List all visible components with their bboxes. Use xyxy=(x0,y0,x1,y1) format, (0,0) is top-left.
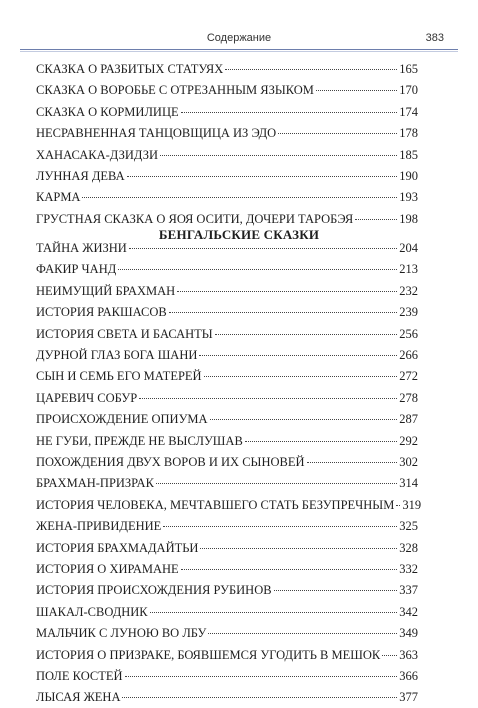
toc-entry-title: СКАЗКА О РАЗБИТЫХ СТАТУЯХ xyxy=(36,62,224,76)
dot-leader xyxy=(204,376,398,377)
toc-entry-title: ЛЫСАЯ ЖЕНА xyxy=(36,690,121,705)
toc-entry-page: 287 xyxy=(399,412,418,427)
toc-entry-title: ГРУСТНАЯ СКАЗКА О ЯОЯ ОСИТИ, ДОЧЕРИ ТАРОБЭЯ xyxy=(36,211,354,226)
toc-entry-page: 314 xyxy=(399,476,418,491)
toc-entry-page: 319 xyxy=(402,497,422,512)
dot-leader xyxy=(199,355,397,356)
toc-entry xyxy=(36,327,418,345)
toc-entry-page: 174 xyxy=(399,104,418,119)
toc-entry xyxy=(36,369,418,387)
dot-leader xyxy=(181,112,398,113)
toc-entry-title: НЕСРАВНЕННАЯ ТАНЦОВЩИЦА ИЗ ЭДО xyxy=(36,126,277,141)
toc-entry-title: СКАЗКА О КОРМИЛИЦЕ xyxy=(36,104,179,119)
toc-entry-title: СЫН И СЕМЬ ЕГО МАТЕРЕЙ xyxy=(36,369,202,384)
toc-entry xyxy=(36,126,418,144)
dot-leader xyxy=(139,398,397,399)
toc-entry-page: 193 xyxy=(399,190,418,205)
dot-leader xyxy=(225,69,397,70)
toc-entry xyxy=(36,605,418,623)
dot-leader xyxy=(355,219,397,220)
toc-entry-page: 266 xyxy=(399,348,418,362)
dot-leader xyxy=(127,176,398,177)
page-number: 383 xyxy=(425,32,444,44)
toc-entry xyxy=(36,497,422,516)
toc-entry xyxy=(36,212,418,230)
toc-entry-page: 232 xyxy=(399,283,418,298)
toc-entry-title: ПРОИСХОЖДЕНИЕ ОПИУМА xyxy=(36,412,208,427)
toc-entry-page: 272 xyxy=(399,369,418,384)
toc-entry xyxy=(36,434,418,452)
toc-entry-page: 165 xyxy=(399,62,418,76)
toc-entry xyxy=(36,148,418,166)
toc-entry xyxy=(36,241,418,259)
toc-entry-title: ШАКАЛ-СВОДНИК xyxy=(36,604,148,619)
toc-entry-title: ИСТОРИЯ О ХИРАМАНЕ xyxy=(36,562,179,576)
dot-leader xyxy=(278,133,397,134)
toc-entry-title: ИСТОРИЯ РАКШАСОВ xyxy=(36,305,167,320)
dot-leader xyxy=(129,248,397,249)
toc-entry-page: 170 xyxy=(399,83,418,98)
dot-leader xyxy=(245,441,397,442)
toc-entry-title: ПОХОЖДЕНИЯ ДВУХ ВОРОВ И ИХ СЫНОВЕЙ xyxy=(36,455,305,469)
toc-entry-page: 363 xyxy=(399,647,418,662)
dot-leader xyxy=(208,633,397,634)
toc-entry xyxy=(36,669,418,687)
toc-entry-title: ФАКИР ЧАНД xyxy=(36,262,117,277)
toc-entry-page: 292 xyxy=(399,433,418,448)
toc-entry-title: ХАНАСАКА-ДЗИДЗИ xyxy=(36,147,159,162)
toc-entry-title: ИСТОРИЯ О ПРИЗРАКЕ, БОЯВШЕМСЯ УГОДИТЬ В МЕШОК xyxy=(36,647,381,662)
dot-leader xyxy=(274,590,398,591)
header-rule xyxy=(20,49,458,50)
section-heading: БЕНГАЛЬСКИЕ СКАЗКИ xyxy=(158,227,320,242)
toc-entry xyxy=(36,562,418,580)
toc-entry-title: ЖЕНА-ПРИВИДЕНИЕ xyxy=(36,519,162,534)
toc-entry-title: БРАХМАН-ПРИЗРАК xyxy=(36,476,154,491)
toc-entry xyxy=(36,690,418,708)
dot-leader xyxy=(125,676,398,677)
toc-entry-title: СКАЗКА О ВОРОБЬЕ С ОТРЕЗАННЫМ ЯЗЫКОМ xyxy=(36,83,314,98)
toc-entry xyxy=(36,83,418,101)
dot-leader xyxy=(382,655,397,656)
toc-entry-title: ДУРНОЙ ГЛАЗ БОГА ШАНИ xyxy=(36,348,198,362)
toc-entry-page: 278 xyxy=(399,390,418,405)
toc-entry xyxy=(36,262,418,280)
toc-entry-title: НЕИМУЩИЙ БРАХМАН xyxy=(36,283,176,298)
dot-leader xyxy=(150,612,398,613)
toc-entry xyxy=(36,305,418,323)
toc-entry xyxy=(36,348,418,366)
dot-leader xyxy=(160,155,397,156)
toc-entry-title: ИСТОРИЯ БРАХМАДАЙТЬИ xyxy=(36,540,199,555)
dot-leader xyxy=(200,548,397,549)
dot-leader xyxy=(118,269,397,270)
toc-entry-title: ТАЙНА ЖИЗНИ xyxy=(36,241,127,255)
dot-leader xyxy=(316,90,397,91)
toc-entry-title: ИСТОРИЯ ЧЕЛОВЕКА, МЕЧТАВШЕГО СТАТЬ БЕЗУПРЕЧНЫМ xyxy=(36,497,395,512)
toc-entry xyxy=(36,519,418,537)
toc-entry xyxy=(36,626,418,644)
toc-entry-page: 302 xyxy=(399,455,418,469)
toc-entry-page: 198 xyxy=(399,211,418,226)
dot-leader xyxy=(122,697,397,698)
toc-entry xyxy=(36,284,418,302)
toc-entry xyxy=(36,648,418,666)
toc-entry-title: ИСТОРИЯ ПРОИСХОЖДЕНИЯ РУБИНОВ xyxy=(36,583,272,598)
toc-entry-title: ЦАРЕВИЧ СОБУР xyxy=(36,390,138,405)
toc-entry xyxy=(36,190,418,208)
toc-entry xyxy=(36,105,418,123)
dot-leader xyxy=(181,569,398,570)
toc-entry-page: 185 xyxy=(399,147,418,162)
toc-entry xyxy=(36,169,418,187)
toc-entry xyxy=(36,541,418,559)
toc-entry-title: ИСТОРИЯ СВЕТА И БАСАНТЫ xyxy=(36,326,213,341)
toc-entry-page: 332 xyxy=(399,562,418,576)
toc-entry-title: КАРМА xyxy=(36,190,81,205)
toc-entry-page: 349 xyxy=(399,626,418,641)
toc-entry-title: ЛУННАЯ ДЕВА xyxy=(36,169,125,183)
toc-entry xyxy=(36,391,418,409)
toc-entry-title: МАЛЬЧИК С ЛУНОЮ ВО ЛБУ xyxy=(36,626,207,641)
page-header xyxy=(20,30,458,48)
toc-entry-title: НЕ ГУБИ, ПРЕЖДЕ НЕ ВЫСЛУШАВ xyxy=(36,433,243,448)
toc-entry-page: 337 xyxy=(399,583,418,598)
toc-entry xyxy=(36,62,418,80)
running-title: Содержание xyxy=(206,32,272,44)
toc-entry xyxy=(36,455,418,473)
dot-leader xyxy=(307,462,398,463)
toc-entry-page: 256 xyxy=(399,326,418,341)
dot-leader xyxy=(215,334,398,335)
toc-entry xyxy=(36,583,418,601)
toc-entry-page: 377 xyxy=(399,690,418,705)
toc-entry-title: ПОЛЕ КОСТЕЙ xyxy=(36,669,123,683)
toc-entry-page: 325 xyxy=(399,519,418,534)
toc-entry xyxy=(36,476,418,494)
dot-leader xyxy=(82,197,397,198)
toc-entry-page: 204 xyxy=(399,241,418,255)
dot-leader xyxy=(169,312,398,313)
toc-entry-page: 328 xyxy=(399,540,418,555)
header-rule-secondary xyxy=(20,51,458,52)
toc-entry xyxy=(36,412,418,430)
dot-leader xyxy=(210,419,398,420)
dot-leader xyxy=(163,526,397,527)
toc-entry-page: 239 xyxy=(399,305,418,320)
dot-leader xyxy=(156,483,397,484)
toc-entry-page: 213 xyxy=(399,262,418,277)
toc-entry-page: 366 xyxy=(399,669,418,683)
dot-leader xyxy=(396,505,400,506)
dot-leader xyxy=(177,291,397,292)
toc-entry-page: 178 xyxy=(399,126,418,141)
toc-entry-page: 190 xyxy=(399,169,418,183)
toc-entry-page: 342 xyxy=(399,604,418,619)
